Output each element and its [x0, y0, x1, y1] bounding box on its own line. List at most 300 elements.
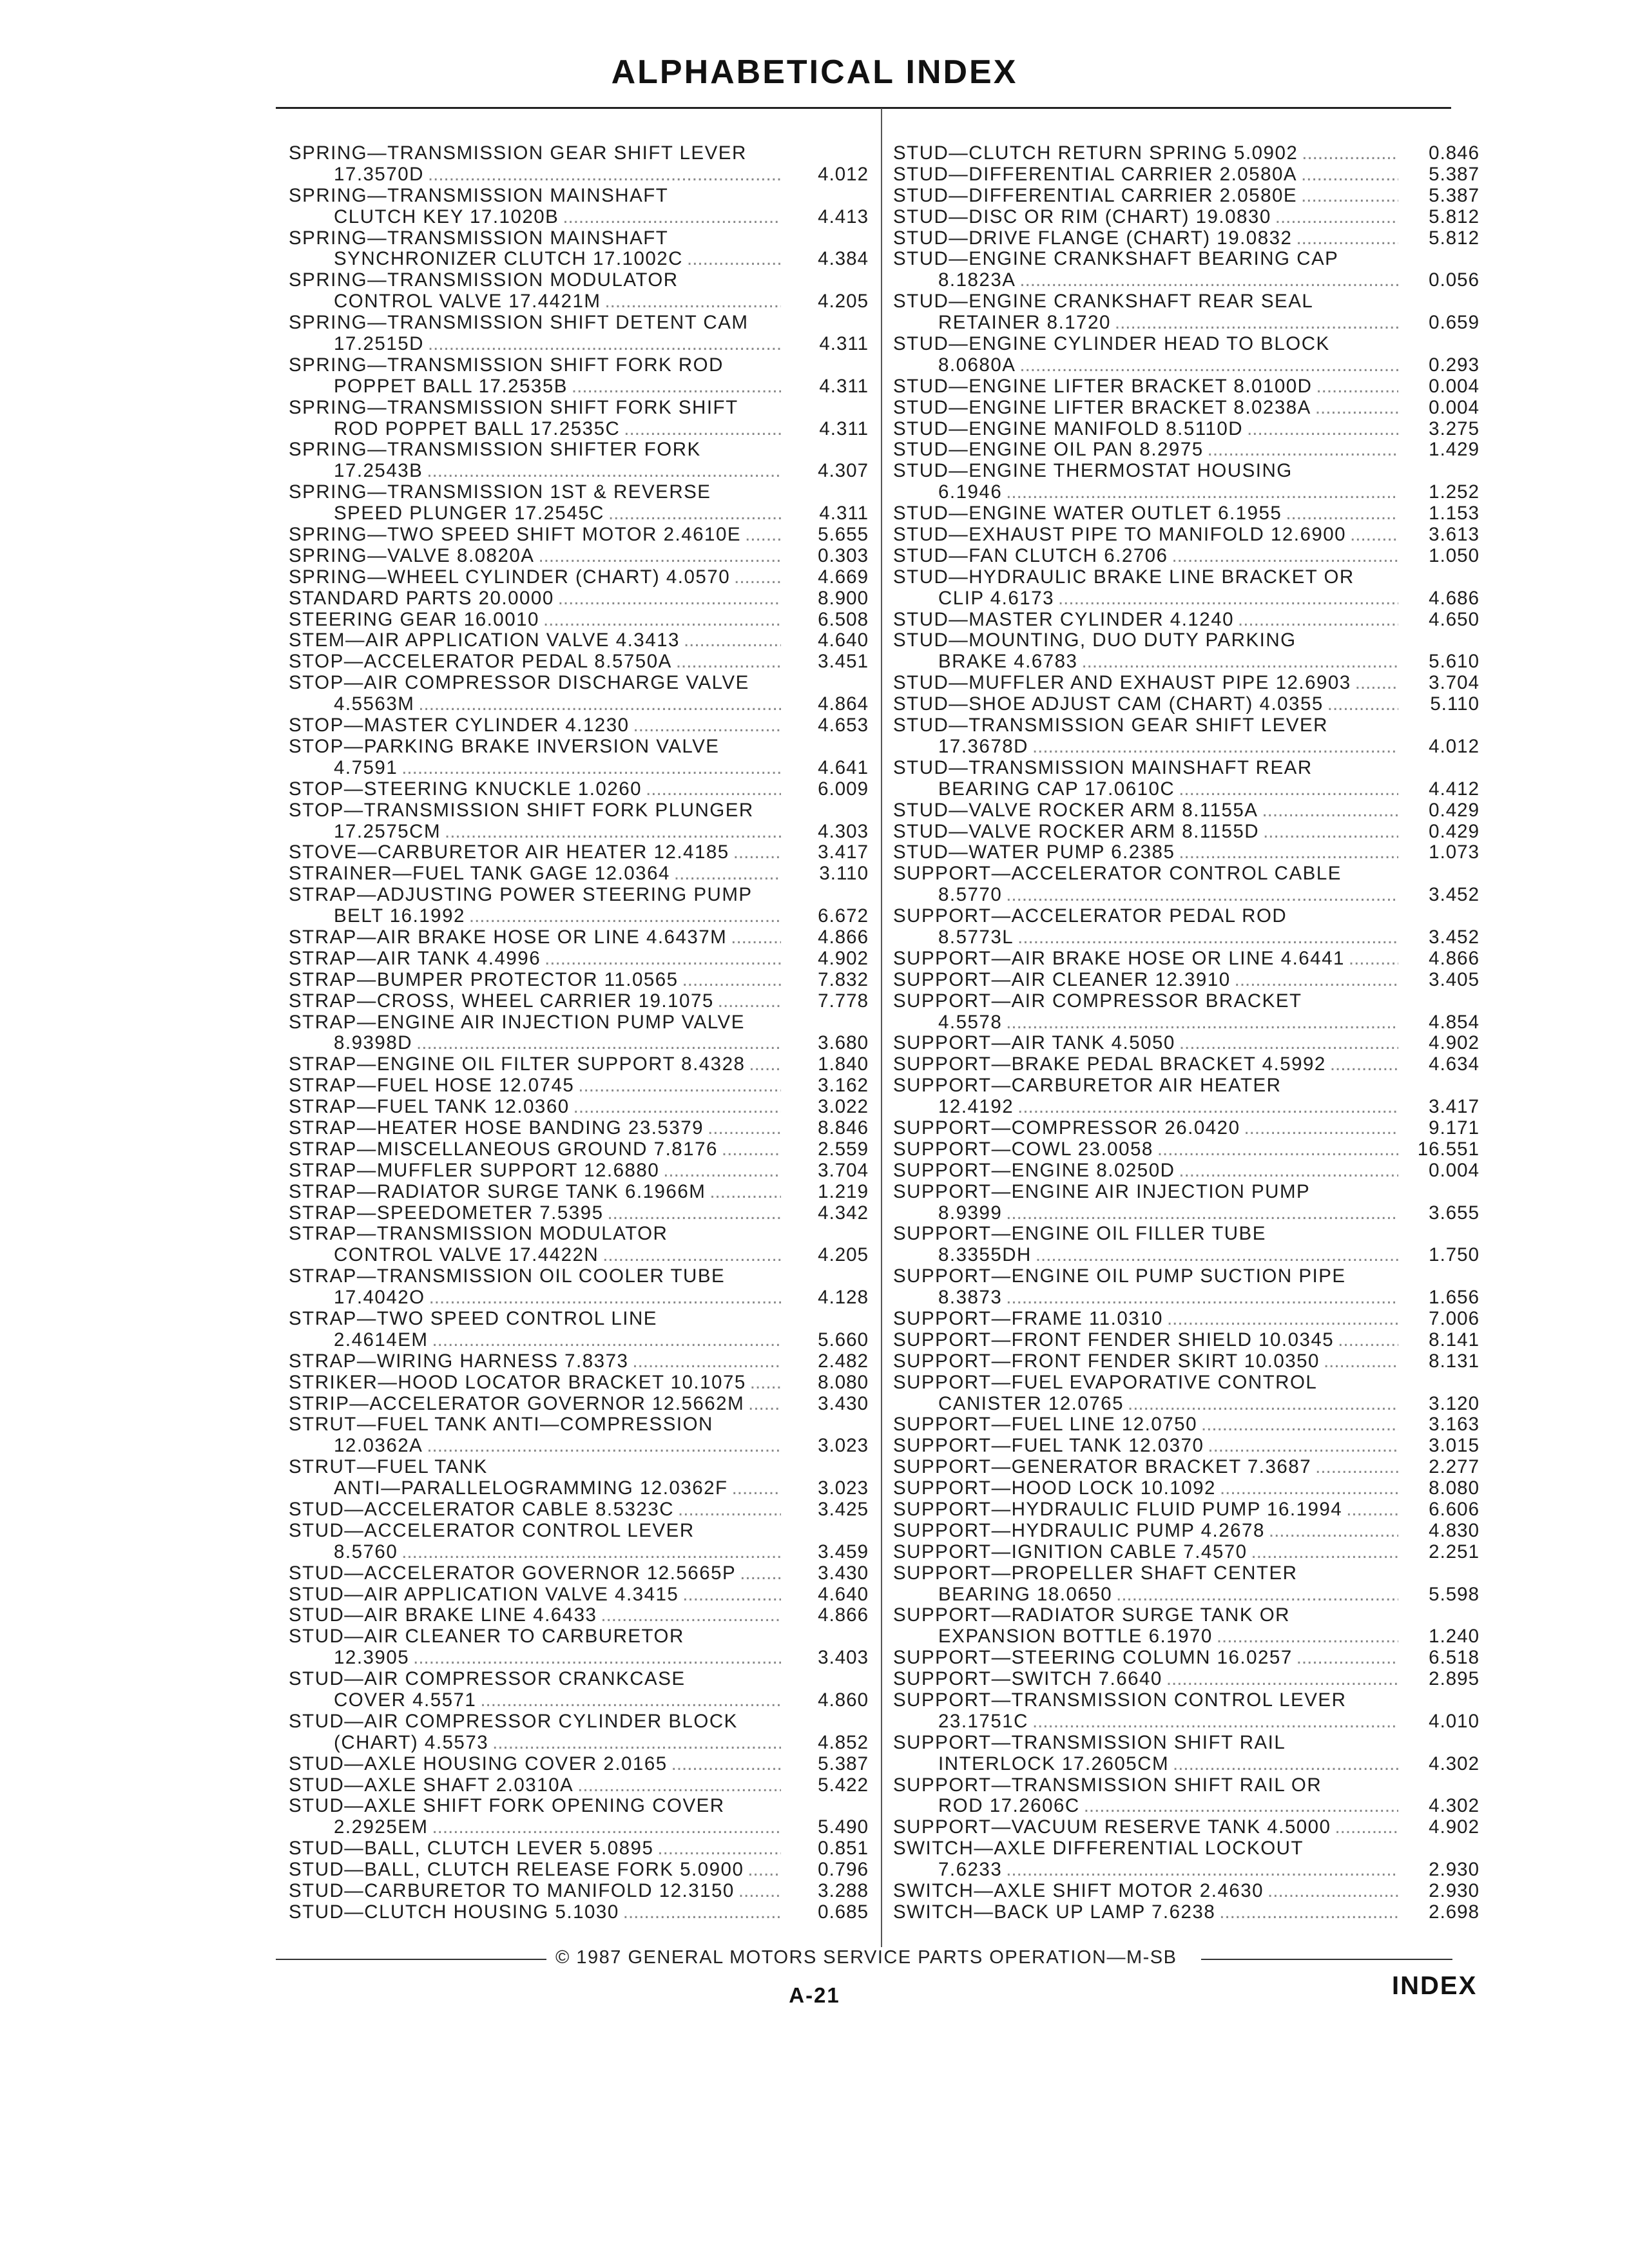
- index-entry-line: [893, 419, 1480, 440]
- index-entry-line: [289, 249, 869, 270]
- dot-leader: [1084, 1796, 1398, 1817]
- index-page-ref: 2.930: [1429, 1860, 1480, 1881]
- index-entry-text: SUPPORT—RADIATOR SURGE TANK OR: [893, 1605, 1290, 1626]
- index-page-ref: 4.302: [1429, 1796, 1480, 1817]
- dot-leader: [1171, 546, 1398, 567]
- index-page-ref: 1.219: [818, 1181, 869, 1202]
- index-entry-line: [893, 1648, 1480, 1669]
- index-entry-text: STUD—AXLE SHAFT 2.0310A: [289, 1774, 574, 1796]
- index-page-ref: 4.311: [819, 418, 869, 439]
- index-entry-line: [289, 1457, 869, 1478]
- dot-leader: [608, 503, 781, 524]
- index-entry-text: INTERLOCK 17.2605CM: [938, 1753, 1170, 1774]
- index-entry-line: [289, 1754, 869, 1775]
- dot-leader: [1006, 1287, 1398, 1309]
- index-entry-line: [893, 1838, 1480, 1860]
- dot-leader: [1262, 800, 1398, 822]
- dot-leader: [676, 651, 781, 673]
- index-entry-line: [289, 1902, 869, 1923]
- dot-leader: [1238, 610, 1398, 631]
- index-entry-text: STUD—EXHAUST PIPE TO MANIFOLD 12.6900: [893, 524, 1347, 546]
- index-entry-text: SUPPORT—FUEL LINE 12.0750: [893, 1414, 1197, 1436]
- index-entry-line: [893, 779, 1480, 800]
- index-entry-line: [893, 694, 1480, 715]
- index-entry-line: [893, 1881, 1480, 1902]
- index-entry-text: SUPPORT—ENGINE 8.0250D: [893, 1160, 1175, 1181]
- index-page-ref: 5.812: [1429, 227, 1480, 249]
- index-entry-text: STUD—ENGINE THERMOSTAT HOUSING: [893, 461, 1293, 482]
- index-entry-text: SUPPORT—AIR TANK 4.5050: [893, 1033, 1175, 1054]
- dot-leader: [1301, 186, 1398, 207]
- index-page-ref: 2.930: [1429, 1881, 1480, 1902]
- index-entry-line: [289, 1605, 869, 1626]
- index-page-ref: 4.342: [818, 1202, 869, 1224]
- index-page-ref: 7.832: [818, 969, 869, 990]
- dot-leader: [1006, 482, 1398, 503]
- index-entry-text: STOVE—CARBURETOR AIR HEATER 12.4185: [289, 842, 729, 863]
- index-page-ref: 3.022: [818, 1097, 869, 1118]
- index-entry-text: SUPPORT—PROPELLER SHAFT CENTER: [893, 1562, 1298, 1584]
- index-entry-text: RETAINER 8.1720: [938, 312, 1111, 334]
- index-page-ref: 4.128: [818, 1287, 869, 1309]
- index-entry-line: [289, 1838, 869, 1860]
- index-entry-text: STOP—MASTER CYLINDER 4.1230: [289, 715, 630, 736]
- index-entry-text: STUD—DIFFERENTIAL CARRIER 2.0580E: [893, 185, 1298, 206]
- index-entry-text: 8.3873: [938, 1287, 1003, 1309]
- index-entry-line: [893, 885, 1480, 906]
- index-entry-line: [289, 291, 869, 312]
- index-entry-line: [289, 991, 869, 1012]
- index-entry-text: STUD—ENGINE LIFTER BRACKET 8.0100D: [893, 376, 1313, 397]
- index-page-ref: 3.430: [818, 1393, 869, 1414]
- index-page-ref: 3.015: [1429, 1436, 1480, 1457]
- page-title: ALPHABETICAL INDEX: [611, 53, 1018, 91]
- index-entry-text: STUD—WATER PUMP 6.2385: [893, 842, 1175, 863]
- dot-leader: [1349, 948, 1398, 970]
- index-page-ref: 1.656: [1429, 1287, 1480, 1309]
- index-page-ref: 2.895: [1429, 1669, 1480, 1690]
- index-entry-line: [893, 1457, 1480, 1478]
- index-entry-line: [893, 312, 1480, 334]
- index-entry-text: SWITCH—AXLE DIFFERENTIAL LOCKOUT: [893, 1838, 1304, 1860]
- index-entry-line: [893, 1309, 1480, 1330]
- dot-leader: [1315, 398, 1398, 419]
- index-page-ref: 2.559: [818, 1139, 869, 1160]
- index-page-ref: 5.655: [818, 524, 869, 546]
- index-page-ref: 4.854: [1429, 1012, 1480, 1033]
- index-entry-text: SUPPORT—COWL 23.0058: [893, 1139, 1153, 1160]
- index-entry-text: 17.2515D: [334, 334, 424, 355]
- dot-leader: [1208, 439, 1398, 461]
- index-entry-text: STUD—ACCELERATOR GOVERNOR 12.5665P: [289, 1562, 737, 1584]
- index-page-ref: 4.311: [819, 503, 869, 524]
- index-entry-line: [893, 800, 1480, 822]
- index-entry-text: 8.5760: [334, 1541, 398, 1562]
- index-entry-text: SUPPORT—STEERING COLUMN 16.0257: [893, 1648, 1293, 1669]
- index-entry-text: STUD—AXLE SHIFT FORK OPENING COVER: [289, 1796, 725, 1817]
- dot-leader: [1263, 822, 1398, 843]
- index-entry-text: SPRING—TRANSMISSION SHIFT FORK ROD: [289, 354, 724, 376]
- index-page-ref: 0.659: [1429, 312, 1480, 334]
- dot-leader: [1032, 1711, 1398, 1733]
- index-entry-text: 4.5563M: [334, 694, 415, 715]
- index-page-ref: 4.303: [818, 821, 869, 842]
- index-entry-line: [289, 1351, 869, 1372]
- index-entry-line: [289, 779, 869, 800]
- index-page-ref: 5.660: [818, 1329, 869, 1350]
- index-entry-line: [893, 1330, 1480, 1351]
- index-entry-line: [289, 355, 869, 376]
- index-entry-text: SPRING—TWO SPEED SHIFT MOTOR 2.4610E: [289, 524, 742, 546]
- index-entry-line: [893, 1478, 1480, 1499]
- index-entry-line: [289, 398, 869, 419]
- dot-leader: [480, 1690, 781, 1711]
- index-entry-text: SUPPORT—TRANSMISSION SHIFT RAIL OR: [893, 1774, 1322, 1796]
- index-entry-line: [893, 1160, 1480, 1182]
- dot-leader: [1179, 1033, 1398, 1054]
- dot-leader: [722, 1139, 781, 1160]
- index-entry-line: [893, 630, 1480, 651]
- dot-leader: [745, 524, 781, 546]
- index-entry-text: SPRING—WHEEL CYLINDER (CHART) 4.0570: [289, 566, 731, 588]
- index-entry-line: [289, 822, 869, 843]
- dot-leader: [1315, 1457, 1398, 1478]
- index-entry-text: 17.4042O: [334, 1287, 425, 1309]
- index-entry-text: STRAP—AIR TANK 4.4996: [289, 948, 541, 969]
- index-page-ref: 4.640: [818, 630, 869, 651]
- dot-leader: [1179, 842, 1398, 863]
- index-page-ref: 4.205: [818, 291, 869, 312]
- index-page-ref: 4.412: [1429, 778, 1480, 800]
- index-entry-line: [893, 1394, 1480, 1415]
- index-page-ref: 3.704: [818, 1160, 869, 1181]
- index-page-ref: 4.669: [818, 566, 869, 588]
- dot-leader: [1157, 1139, 1398, 1160]
- dot-leader: [1017, 1097, 1398, 1118]
- index-entry-text: SUPPORT—TRANSMISSION SHIFT RAIL: [893, 1732, 1286, 1753]
- index-page-ref: 1.840: [818, 1054, 869, 1075]
- index-entry-text: SUPPORT—HYDRAULIC FLUID PUMP 16.1994: [893, 1499, 1343, 1520]
- index-entry-line: [289, 439, 869, 461]
- index-entry-line: [289, 1372, 869, 1394]
- header-rule: [276, 107, 1451, 109]
- index-entry-text: POPPET BALL 17.2535B: [334, 376, 568, 397]
- index-entry-line: [289, 1414, 869, 1436]
- index-entry-text: STRIP—ACCELERATOR GOVERNOR 12.5662M: [289, 1393, 745, 1414]
- index-entry-line: [289, 186, 869, 207]
- index-entry-text: BELT 16.1992: [334, 906, 465, 927]
- dot-leader: [1338, 1330, 1398, 1351]
- index-entry-line: [289, 1669, 869, 1690]
- index-page-ref: 4.852: [818, 1732, 869, 1753]
- index-entry-text: SUPPORT—FRAME 11.0310: [893, 1308, 1163, 1329]
- index-page-ref: 8.846: [818, 1117, 869, 1139]
- index-entry-line: [289, 1436, 869, 1457]
- index-page-ref: 4.010: [1429, 1711, 1480, 1732]
- index-entry-text: STUD—DRIVE FLANGE (CHART) 19.0832: [893, 227, 1293, 249]
- index-entry-text: SUPPORT—VACUUM RESERVE TANK 4.5000: [893, 1817, 1331, 1838]
- index-entry-text: STUD—MOUNTING, DUO DUTY PARKING: [893, 630, 1296, 651]
- dot-leader: [1167, 1309, 1398, 1330]
- index-entry-line: [893, 610, 1480, 631]
- index-entry-line: [893, 249, 1480, 270]
- dot-leader: [663, 1160, 781, 1182]
- index-page-ref: 3.275: [1429, 418, 1480, 439]
- dot-leader: [538, 546, 781, 567]
- index-page-ref: 9.171: [1429, 1117, 1480, 1139]
- index-entry-text: SUPPORT—IGNITION CABLE 7.4570: [893, 1541, 1248, 1562]
- index-entry-text: ROD POPPET BALL 17.2535C: [334, 418, 621, 439]
- index-entry-line: [289, 651, 869, 673]
- index-entry-line: [893, 1224, 1480, 1245]
- index-entry-text: STUD—ENGINE LIFTER BRACKET 8.0238A: [893, 397, 1311, 418]
- index-entry-line: [289, 1499, 869, 1521]
- index-page-ref: 0.429: [1429, 821, 1480, 842]
- index-entry-line: [289, 1139, 869, 1160]
- index-entry-text: SUPPORT—FUEL EVAPORATIVE CONTROL: [893, 1372, 1318, 1393]
- index-entry-line: [289, 588, 869, 610]
- index-page-ref: 8.131: [1429, 1350, 1480, 1372]
- index-entry-line: [289, 1033, 869, 1054]
- index-page-ref: 3.425: [818, 1499, 869, 1520]
- index-entry-text: STRAINER—FUEL TANK GAGE 12.0364: [289, 863, 670, 885]
- index-page-ref: 0.796: [818, 1860, 869, 1881]
- index-entry-line: [289, 1860, 869, 1881]
- index-page-ref: 3.163: [1429, 1414, 1480, 1436]
- index-entry-text: STUD—FAN CLUTCH 6.2706: [893, 545, 1168, 566]
- index-entry-line: [893, 1605, 1480, 1626]
- index-entry-text: SUPPORT—ACCELERATOR PEDAL ROD: [893, 906, 1287, 927]
- index-entry-text: STOP—TRANSMISSION SHIFT FORK PLUNGER: [289, 800, 754, 821]
- index-entry-text: SUPPORT—FRONT FENDER SHIELD 10.0345: [893, 1329, 1335, 1350]
- index-entry-text: STRAP—TWO SPEED CONTROL LINE: [289, 1308, 657, 1329]
- dot-leader: [646, 779, 781, 800]
- index-entry-text: STUD—HYDRAULIC BRAKE LINE BRACKET OR: [893, 566, 1354, 588]
- index-page-ref: 3.430: [818, 1562, 869, 1584]
- index-entry-text: STRAP—FUEL HOSE 12.0745: [289, 1075, 575, 1097]
- dot-leader: [738, 1881, 781, 1902]
- index-entry-text: STOP—STEERING KNUCKLE 1.0260: [289, 778, 642, 800]
- dot-leader: [687, 249, 781, 270]
- index-page-ref: 5.812: [1429, 206, 1480, 227]
- dot-leader: [401, 1542, 781, 1563]
- dot-leader: [684, 630, 781, 651]
- index-entry-text: STRAP—FUEL TANK 12.0360: [289, 1097, 570, 1118]
- dot-leader: [1217, 1626, 1398, 1648]
- index-page-ref: 3.403: [818, 1648, 869, 1669]
- index-entry-text: STUD—CLUTCH RETURN SPRING 5.0902: [893, 143, 1298, 164]
- index-entry-text: SPRING—TRANSMISSION MAINSHAFT: [289, 227, 669, 249]
- index-entry-line: [893, 1033, 1480, 1054]
- index-entry-text: 12.0362A: [334, 1436, 423, 1457]
- index-page-ref: 0.293: [1429, 354, 1480, 376]
- index-entry-line: [289, 1182, 869, 1203]
- index-entry-text: 8.9399: [938, 1202, 1003, 1224]
- index-entry-text: SUPPORT—BRAKE PEDAL BRACKET 4.5992: [893, 1054, 1326, 1075]
- index-entry-line: [893, 1012, 1480, 1033]
- index-entry-text: 23.1751C: [938, 1711, 1028, 1732]
- dot-leader: [492, 1733, 781, 1754]
- index-entry-line: [289, 1648, 869, 1669]
- index-entry-line: [893, 1351, 1480, 1372]
- index-page-ref: 4.012: [818, 164, 869, 185]
- index-page-ref: 8.141: [1429, 1329, 1480, 1350]
- index-entry-line: [893, 228, 1480, 249]
- index-entry-line: [289, 503, 869, 524]
- index-page-ref: 4.830: [1429, 1520, 1480, 1541]
- index-entry-text: STUD—DIFFERENTIAL CARRIER 2.0580A: [893, 164, 1298, 185]
- dot-leader: [1251, 1542, 1398, 1563]
- dot-leader: [709, 1182, 781, 1203]
- dot-leader: [1081, 651, 1398, 673]
- index-entry-line: [893, 1414, 1480, 1436]
- index-page-ref: 3.023: [818, 1478, 869, 1499]
- dot-leader: [682, 1584, 781, 1606]
- index-entry-text: CLUTCH KEY 17.1020B: [334, 206, 559, 227]
- index-page-ref: 2.482: [818, 1350, 869, 1372]
- index-entry-text: SPRING—VALVE 8.0820A: [289, 545, 535, 566]
- index-entry-text: SPRING—TRANSMISSION SHIFTER FORK: [289, 439, 701, 461]
- index-page-ref: 4.413: [818, 206, 869, 227]
- dot-leader: [1330, 1054, 1398, 1075]
- index-page-ref: 6.672: [818, 906, 869, 927]
- dot-leader: [1219, 1902, 1398, 1923]
- footer-rule-right: [1201, 1959, 1452, 1960]
- index-entry-text: STRIKER—HOOD LOCATOR BRACKET 10.1075: [289, 1372, 746, 1393]
- index-entry-line: [289, 207, 869, 228]
- index-page-ref: 1.073: [1429, 842, 1480, 863]
- index-page-ref: 3.417: [818, 842, 869, 863]
- index-entry-line: [893, 758, 1480, 779]
- index-entry-text: STEM—AIR APPLICATION VALVE 4.3413: [289, 630, 680, 651]
- index-page-ref: 3.023: [818, 1436, 869, 1457]
- index-entry-line: [289, 228, 869, 249]
- index-entry-text: STUD—CARBURETOR TO MANIFOLD 12.3150: [289, 1881, 735, 1902]
- dot-leader: [1006, 1012, 1398, 1033]
- index-entry-line: [289, 1542, 869, 1563]
- dot-leader: [1006, 1860, 1398, 1881]
- index-entry-line: [289, 376, 869, 398]
- dot-leader: [1302, 143, 1398, 164]
- index-entry-line: [289, 1287, 869, 1309]
- dot-leader: [418, 694, 781, 715]
- index-entry-line: [893, 1075, 1480, 1097]
- index-entry-line: [289, 1054, 869, 1075]
- index-entry-text: STUD—TRANSMISSION MAINSHAFT REAR: [893, 757, 1313, 778]
- index-entry-text: 7.6233: [938, 1860, 1003, 1881]
- dot-leader: [731, 927, 781, 948]
- index-entry-line: [893, 970, 1480, 991]
- right-index-column: [893, 143, 1480, 1923]
- dot-leader: [657, 1838, 781, 1860]
- index-entry-text: STRAP—ENGINE AIR INJECTION PUMP VALVE: [289, 1012, 745, 1033]
- index-entry-line: [289, 758, 869, 779]
- dot-leader: [1006, 1203, 1398, 1224]
- dot-leader: [1116, 1584, 1398, 1606]
- dot-leader: [578, 1075, 781, 1097]
- index-page-ref: 8.900: [818, 588, 869, 609]
- index-entry-text: SUPPORT—ACCELERATOR CONTROL CABLE: [893, 863, 1342, 885]
- index-entry-line: [893, 651, 1480, 673]
- index-entry-text: STRAP—WIRING HARNESS 7.8373: [289, 1350, 629, 1372]
- index-entry-line: [289, 461, 869, 482]
- index-entry-line: [289, 842, 869, 863]
- index-entry-line: [289, 1584, 869, 1606]
- index-entry-text: SPRING—TRANSMISSION 1ST & REVERSE: [289, 482, 711, 503]
- index-entry-text: SWITCH—AXLE SHIFT MOTOR 2.4630: [893, 1881, 1264, 1902]
- index-entry-line: [893, 1733, 1480, 1754]
- dot-leader: [1244, 1118, 1398, 1139]
- index-entry-line: [289, 270, 869, 291]
- index-entry-line: [893, 567, 1480, 588]
- index-entry-line: [289, 673, 869, 694]
- index-entry-text: STUD—SHOE ADJUST CAM (CHART) 4.0355: [893, 694, 1324, 715]
- index-entry-text: 4.5578: [938, 1012, 1003, 1033]
- index-page-ref: 3.120: [1429, 1393, 1480, 1414]
- dot-leader: [1019, 355, 1398, 376]
- dot-leader: [740, 1563, 781, 1584]
- left-index-column: [289, 143, 869, 1923]
- dot-leader: [1335, 1817, 1398, 1838]
- dot-leader: [558, 588, 781, 610]
- index-entry-text: COVER 4.5571: [334, 1690, 477, 1711]
- dot-leader: [427, 1436, 781, 1457]
- index-page-ref: 4.860: [818, 1690, 869, 1711]
- index-entry-text: STRUT—FUEL TANK ANTI—COMPRESSION: [289, 1414, 713, 1436]
- index-entry-text: STUD—BALL, CLUTCH LEVER 5.0895: [289, 1838, 654, 1860]
- index-page-ref: 0.004: [1429, 397, 1480, 418]
- dot-leader: [1019, 270, 1398, 291]
- index-page-ref: 3.417: [1429, 1097, 1480, 1118]
- index-page-ref: 3.704: [1429, 673, 1480, 694]
- index-entry-text: 17.3678D: [938, 736, 1028, 757]
- index-entry-text: SUPPORT—FUEL TANK 12.0370: [893, 1436, 1204, 1457]
- index-entry-line: [893, 588, 1480, 610]
- index-entry-line: [289, 1330, 869, 1351]
- index-entry-line: [289, 1881, 869, 1902]
- dot-leader: [1032, 736, 1398, 758]
- index-page-ref: 4.650: [1429, 609, 1480, 630]
- index-entry-text: STUD—AXLE HOUSING COVER 2.0165: [289, 1753, 668, 1774]
- dot-leader: [674, 863, 781, 885]
- index-page-ref: 3.459: [818, 1541, 869, 1562]
- index-entry-text: STUD—ENGINE MANIFOLD 8.5110D: [893, 418, 1244, 439]
- dot-leader: [1327, 694, 1398, 715]
- index-entry-text: STUD—AIR APPLICATION VALVE 4.3415: [289, 1584, 679, 1605]
- index-entry-line: [893, 164, 1480, 186]
- index-page-ref: 1.750: [1429, 1245, 1480, 1266]
- index-entry-text: SUPPORT—ENGINE AIR INJECTION PUMP: [893, 1181, 1311, 1202]
- dot-leader: [1173, 1754, 1398, 1775]
- dot-leader: [1296, 228, 1398, 249]
- dot-leader: [429, 1287, 781, 1309]
- index-entry-text: SPRING—TRANSMISSION MODULATOR: [289, 270, 679, 291]
- index-entry-text: SUPPORT—ENGINE OIL FILLER TUBE: [893, 1224, 1266, 1245]
- index-entry-line: [893, 822, 1480, 843]
- dot-leader: [427, 461, 781, 482]
- index-entry-text: STUD—AIR COMPRESSOR CYLINDER BLOCK: [289, 1711, 738, 1732]
- index-entry-text: STUD—VALVE ROCKER ARM 8.1155D: [893, 821, 1260, 842]
- dot-leader: [1179, 779, 1398, 800]
- index-entry-line: [289, 1160, 869, 1182]
- index-entry-text: CANISTER 12.0765: [938, 1393, 1124, 1414]
- index-page-ref: 8.080: [818, 1372, 869, 1393]
- dot-leader: [1179, 1160, 1398, 1182]
- index-page-ref: 1.050: [1429, 545, 1480, 566]
- index-entry-text: SUPPORT—ENGINE OIL PUMP SUCTION PIPE: [893, 1266, 1346, 1287]
- index-entry-line: [893, 1266, 1480, 1287]
- index-entry-text: 8.9398D: [334, 1033, 413, 1054]
